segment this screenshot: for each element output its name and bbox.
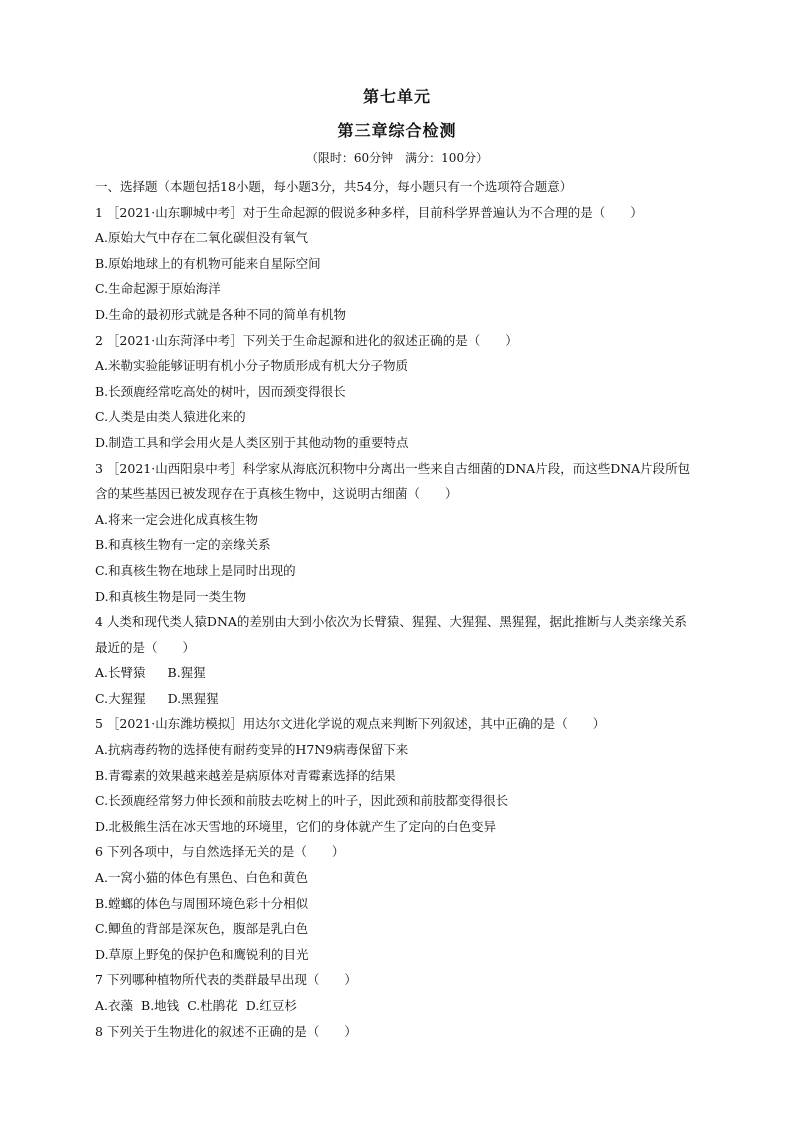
question-stem-6: 6 下列各项中，与自然选择无关的是（ ） bbox=[95, 844, 345, 860]
option: C.大猩猩 bbox=[95, 690, 146, 706]
option: A.衣藻 bbox=[95, 998, 134, 1013]
question-stem-8: 8 下列关于生物进化的叙述不正确的是（ ） bbox=[95, 1023, 357, 1039]
option: A.抗病毒药物的选择使有耐药变异的H7N9病毒保留下来 bbox=[95, 742, 409, 758]
option: A.长臂猿 bbox=[95, 665, 146, 681]
option: A.一窝小猫的体色有黑色、白色和黄色 bbox=[95, 870, 309, 886]
option: B.地钱 bbox=[141, 998, 180, 1013]
question-stem-3-line-2: 含的某些基因已被发现存在于真核生物中，这说明古细菌（ ） bbox=[95, 486, 458, 502]
option: B.猩猩 bbox=[167, 665, 206, 681]
question-list bbox=[95, 174, 715, 1044]
question-stem-3-line-1: 3 ［2021·山西阳泉中考］科学家从海底沉积物中分离出一些来自古细菌的DNA片段，而这些DNA片段所包 bbox=[95, 460, 691, 476]
option: C.长颈鹿经常努力伸长颈和前肢去吃树上的叶子，因此颈和前肢都变得很长 bbox=[95, 793, 509, 809]
question-stem-7: 7 下列哪种植物所代表的类群最早出现（ ） bbox=[95, 972, 357, 988]
option: C.和真核生物在地球上是同时出现的 bbox=[95, 562, 296, 578]
option: D.生命的最初形式就是各种不同的简单有机物 bbox=[95, 306, 347, 322]
section-title: 一、选择题（本题包括18小题，每小题3分，共54分，每小题只有一个选项符合题意） bbox=[95, 179, 573, 194]
option: B.青霉素的效果越来越差是病原体对青霉素选择的结果 bbox=[95, 767, 396, 783]
option: B.原始地球上的有机物可能来自星际空间 bbox=[95, 255, 321, 271]
chapter-title: 第三章综合检测 bbox=[337, 121, 457, 140]
option: A.原始大气中存在二氧化碳但没有氧气 bbox=[95, 230, 309, 246]
option: C.人类是由类人猿进化来的 bbox=[95, 409, 246, 425]
option: C.生命起源于原始海洋 bbox=[95, 281, 221, 297]
question-stem-2: 2 ［2021·山东菏泽中考］下列关于生命起源和进化的叙述正确的是（ ） bbox=[95, 332, 518, 348]
option-row bbox=[95, 686, 715, 712]
option: A.将来一定会进化成真核生物 bbox=[95, 511, 259, 527]
option: D.草原上野兔的保护色和鹰锐利的目光 bbox=[95, 946, 309, 962]
option: B.和真核生物有一定的亲缘关系 bbox=[95, 537, 271, 553]
option: B.长颈鹿经常吃高处的树叶，因而颈变得很长 bbox=[95, 383, 346, 399]
question-stem-4-line-1: 4 人类和现代类人猿DNA的差别由大到小依次为长臂猿、猩猩、大猩猩、黑猩猩，据此推断与人类亲缘关系 bbox=[95, 614, 687, 630]
option: D.黑猩猩 bbox=[167, 690, 219, 706]
question-stem-4-line-2: 最近的是（ ） bbox=[95, 639, 196, 655]
option: B.螳螂的体色与周围环境色彩十分相似 bbox=[95, 895, 309, 911]
option: C.杜鹃花 bbox=[187, 998, 238, 1013]
unit-title: 第七单元 bbox=[362, 87, 431, 106]
option: D.和真核生物是同一类生物 bbox=[95, 588, 247, 604]
option: D.制造工具和学会用火是人类区别于其他动物的重要特点 bbox=[95, 434, 409, 450]
question-stem-1: 1 ［2021·山东聊城中考］对于生命起源的假说多种多样，目前科学界普遍认为不合理的是（ ） bbox=[95, 204, 643, 220]
question-stem-5: 5 ［2021·山东潍坊模拟］用达尔文进化学说的观点来判断下列叙述，其中正确的是（ ） bbox=[95, 716, 606, 732]
option: D.北极熊生活在冰天雪地的环境里，它们的身体就产生了定向的白色变异 bbox=[95, 818, 497, 834]
option-row bbox=[95, 993, 715, 1019]
option: A.米勒实验能够证明有机小分子物质形成有机大分子物质 bbox=[95, 358, 409, 374]
option-row bbox=[95, 660, 715, 686]
option: C.鲫鱼的背部是深灰色，腹部是乳白色 bbox=[95, 921, 309, 937]
exam-limits: （限时：60分钟 满分：100分） bbox=[305, 151, 489, 165]
option: D.红豆杉 bbox=[245, 998, 297, 1013]
